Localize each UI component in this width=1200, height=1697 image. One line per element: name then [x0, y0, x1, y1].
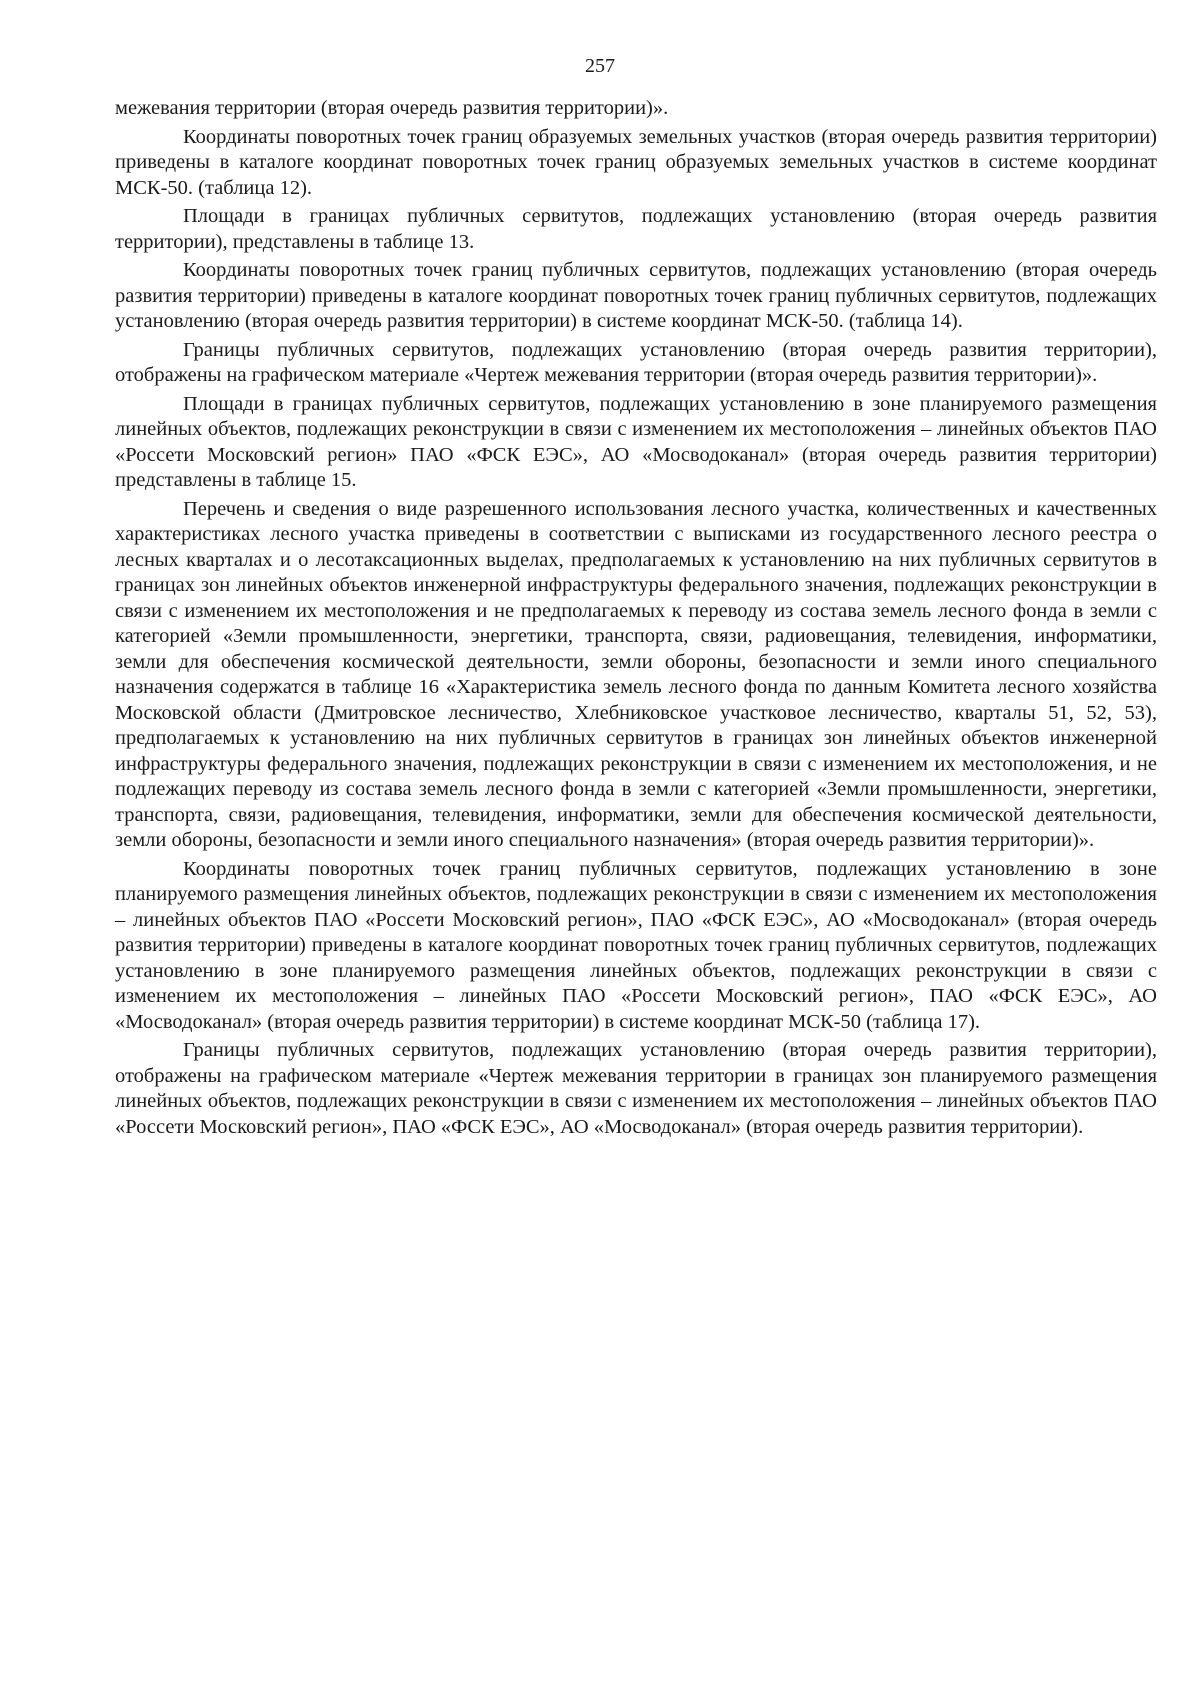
- paragraph-linear-objects-coordinates: Координаты поворотных точек границ публичных сервитутов, подлежащих установлению в зоне планируемого размещения линейных объектов, подлежащих реконструкции в связи с изменением их местоположения – линейных объектов ПАО «Россети Московский регион», ПАО «ФСК ЕЭС», АО «Мосводоканал» (вторая очередь развития территории) приведены в каталоге координат поворотных точек границ публичных сервитутов, подлежащих установлению в зоне планируемого размещения линейных объектов, подлежащих реконструкции в связи с изменением их местоположения – линейных ПАО «Россети Московский регион», ПАО «ФСК ЕЭС», АО «Мосводоканал» (вторая очередь развития территории) в системе координат МСК-50 (таблица 17).: [115, 857, 1157, 1033]
- paragraph-servitude-coordinates: Координаты поворотных точек границ публичных сервитутов, подлежащих установлению (вторая очередь развития территории) приведены в каталоге координат поворотных точек границ публичных сервитутов, подлежащих установлению (вторая очередь развития территории) в системе координат МСК-50. (таблица 14).: [115, 259, 1157, 332]
- paragraph-forest-plot-info: Перечень и сведения о виде разрешенного использования лесного участка, количественных и качественных характеристиках лесного участка приведены в соответствии с выписками из государственного лесного реестра о лесных кварталах и о лесотаксационных выделах, предполагаемых к установлению на них публичных сервитутов в границах зон линейных объектов инженерной инфраструктуры федерального значения, подлежащих реконструкции в связи с изменением их местоположения и не предполагаемых к переводу из состава земель лесного фонда в земли с категорией «Земли промышленности, энергетики, транспорта, связи, радиовещания, телевидения, информатики, земли для обеспечения космической деятельности, земли обороны, безопасности и земли иного специального назначения содержатся в таблице 16 «Характеристика земель лесного фонда по данным Комитета лесного хозяйства Московской области (Дмитровское лесничество, Хлебниковское участковое лесничество, кварталы 51, 52, 53), предполагаемых к установлению на них публичных сервитутов в границах зон линейных объектов инженерной инфраструктуры федерального значения, подлежащих реконструкции в связи с изменением их местоположения, и не подлежащих переводу из состава земель лесного фонда в земли с категорией «Земли промышленности, энергетики, транспорта, связи, радиовещания, телевидения, информатики, земли для обеспечения космической деятельности, земли обороны, безопасности и земли иного специального назначения» (вторая очередь развития территории)».: [115, 497, 1157, 851]
- document-body: [115, 96, 1157, 1143]
- paragraph-servitude-areas: Площади в границах публичных сервитутов, подлежащих установлению (вторая очередь развития территории), представлены в таблице 13.: [115, 205, 1157, 253]
- page-number: 257: [585, 55, 615, 77]
- paragraph-continuation: межевания территории (вторая очередь развития территории)».: [115, 97, 669, 119]
- paragraph-land-plot-coordinates: Координаты поворотных точек границ образуемых земельных участков (вторая очередь развития территории) приведены в каталоге координат поворотных точек границ образуемых земельных участков в системе координат МСК-50. (таблица 12).: [115, 125, 1157, 199]
- paragraph-linear-objects-boundaries: Границы публичных сервитутов, подлежащих установлению (вторая очередь развития территории), отображены на графическом материале «Чертеж межевания территории в границах зон планируемого размещения линейных объектов, подлежащих реконструкции в связи с изменением их местоположения – линейных объектов ПАО «Россети Московский регион», ПАО «ФСК ЕЭС», АО «Мосводоканал» (вторая очередь развития территории).: [115, 1039, 1157, 1138]
- paragraph-linear-objects-areas: Площади в границах публичных сервитутов, подлежащих установлению в зоне планируемого размещения линейных объектов, подлежащих реконструкции в связи с изменением их местоположения – линейных объектов ПАО «Россети Московский регион» ПАО «ФСК ЕЭС», АО «Мосводоканал» (вторая очередь развития территории) представлены в таблице 15.: [115, 392, 1157, 491]
- paragraph-servitude-boundaries: Границы публичных сервитутов, подлежащих установлению (вторая очередь развития территории), отображены на графическом материале «Чертеж межевания территории (вторая очередь развития территории)».: [115, 338, 1157, 386]
